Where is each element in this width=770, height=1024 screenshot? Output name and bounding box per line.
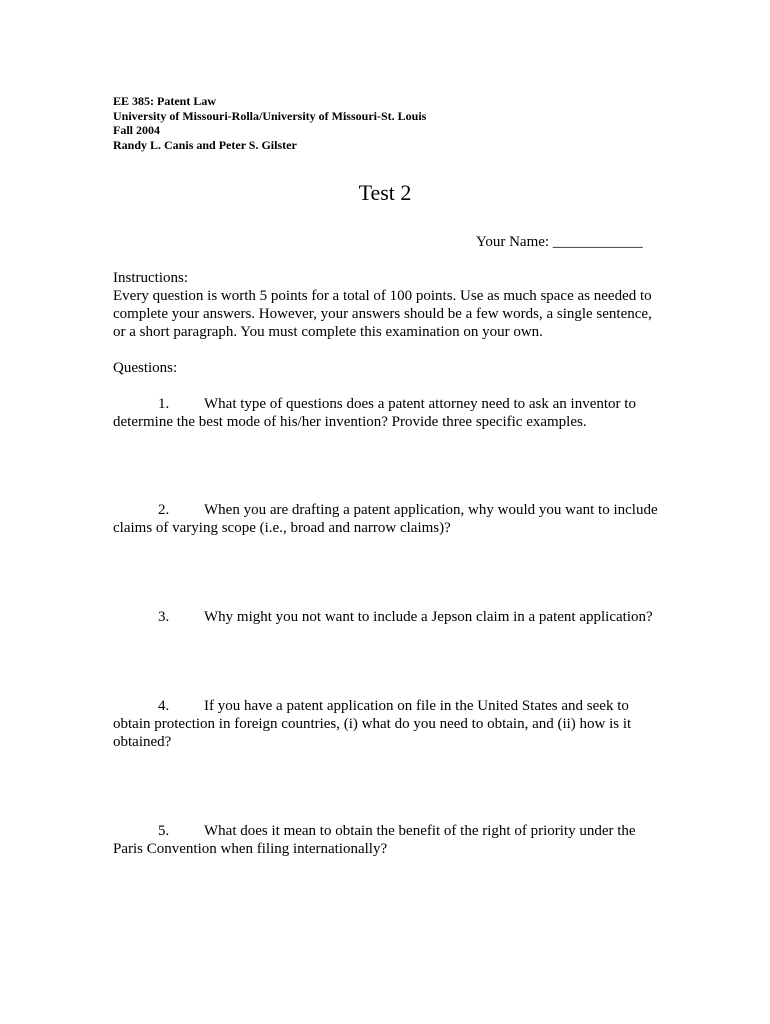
question-number: 3. (158, 609, 170, 625)
name-field-line: Your Name: ____________ (476, 234, 643, 250)
question-item (113, 697, 658, 751)
questions-heading: Questions: (113, 360, 178, 376)
question-item (113, 395, 658, 431)
course-header (113, 94, 673, 152)
instructions-heading: Instructions: (113, 270, 188, 286)
university-name: University of Missouri-Rolla/University of Missouri-St. Louis (113, 108, 427, 123)
question-item (113, 822, 658, 858)
question-number: 2. (158, 502, 170, 518)
course-title: EE 385: Patent Law (113, 94, 216, 108)
question-text: If you have a patent application on file in the United States and seek to obtain protection in foreign countries, (i) what do you need to obtain, and (ii) how is it obtained? (113, 698, 632, 750)
instructor-names: Randy L. Canis and Peter S. Gilster (113, 137, 297, 152)
question-number: 5. (158, 823, 170, 839)
page-title: Test 2 (358, 180, 412, 205)
question-text: Why might you not want to include a Jepson claim in a patent application? (204, 609, 653, 625)
term: Fall 2004 (113, 123, 160, 138)
question-number: 1. (158, 396, 170, 412)
question-text: What type of questions does a patent attorney need to ask an inventor to determine the best mode of his/her invention? Provide three specific examples. (113, 396, 636, 430)
instructions-text: Every question is worth 5 points for a total of 100 points. Use as much space as needed to complete your answers. However, your answers should be a few words, a single sentence, or a short paragraph. You must complete this examination on your own. (113, 288, 652, 340)
question-item (113, 501, 658, 537)
question-text: When you are drafting a patent application, why would you want to include claims of varying scope (i.e., broad and narrow claims)? (113, 502, 658, 536)
question-text: What does it mean to obtain the benefit of the right of priority under the Paris Convention when filing internationally? (113, 823, 636, 857)
question-item (113, 608, 658, 626)
question-number: 4. (158, 698, 170, 714)
